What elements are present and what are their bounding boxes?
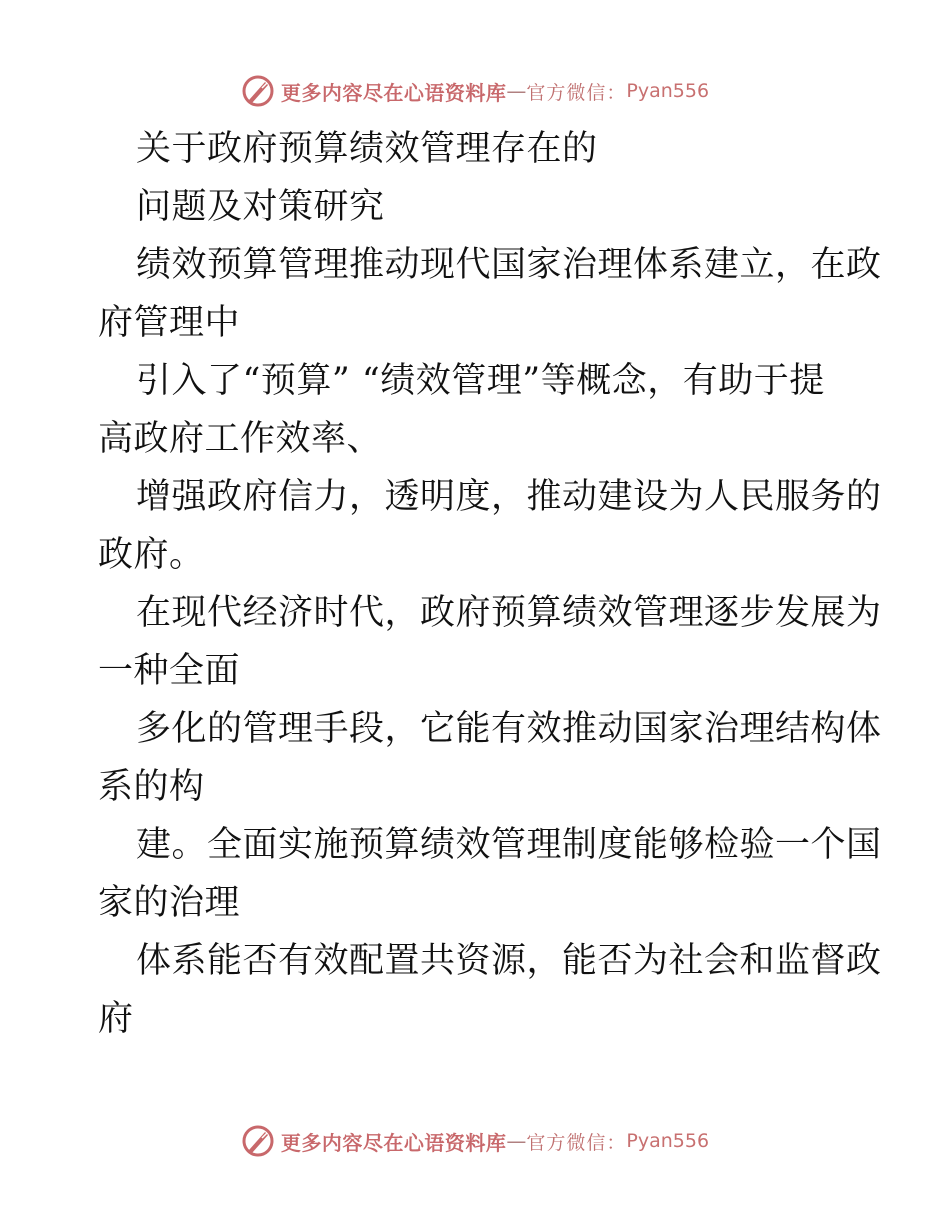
paragraph-line: 府 <box>98 999 134 1039</box>
header-watermark <box>0 71 950 111</box>
paragraph-line: 高政府工作效率、 <box>98 419 383 459</box>
quill-seal-icon <box>241 74 275 108</box>
paragraph-line: 在现代经济时代，政府预算绩效管理逐步发展为 <box>136 593 882 633</box>
footer-brand: 更多内容尽在心语资料库 <box>280 1130 507 1155</box>
quill-seal-icon <box>241 1124 275 1158</box>
header-official-label: 官方微信： <box>526 81 627 104</box>
paragraph-line: 建。全面实施预算绩效管理制度能够检验一个国 <box>136 825 882 865</box>
paragraph-line: 一种全面 <box>98 651 241 691</box>
paragraph-line: 府管理中 <box>98 303 241 343</box>
paragraph-line: 家的治理 <box>98 883 241 923</box>
header-dash: — <box>506 79 527 103</box>
footer-official-label: 官方微信： <box>526 1131 627 1154</box>
paragraph-line: 多化的管理手段，它能有效推动国家治理结构体 <box>136 709 882 749</box>
paragraph-line: 体系能否有效配置共资源，能否为社会和监督政 <box>136 941 882 981</box>
paragraph-line: 系的构 <box>98 767 205 807</box>
document-body <box>98 120 882 1048</box>
paragraph-line: 绩效预算管理推动现代国家治理体系建立，在政 <box>136 245 882 285</box>
title-line-2: 问题及对策研究 <box>136 187 385 227</box>
header-brand: 更多内容尽在心语资料库 <box>280 80 507 105</box>
footer-watermark <box>0 1121 950 1161</box>
title-line-1: 关于政府预算绩效管理存在的 <box>136 129 598 169</box>
paragraph-line: 引入了“预算” “绩效管理”等概念，有助于提 <box>136 361 825 401</box>
paragraph-line: 政府。 <box>98 535 205 575</box>
footer-wechat-id: Pyan556 <box>626 1130 710 1152</box>
paragraph-line: 增强政府信力，透明度，推动建设为人民服务的 <box>136 477 882 517</box>
footer-dash: — <box>506 1129 527 1153</box>
header-wechat-id: Pyan556 <box>626 80 710 102</box>
